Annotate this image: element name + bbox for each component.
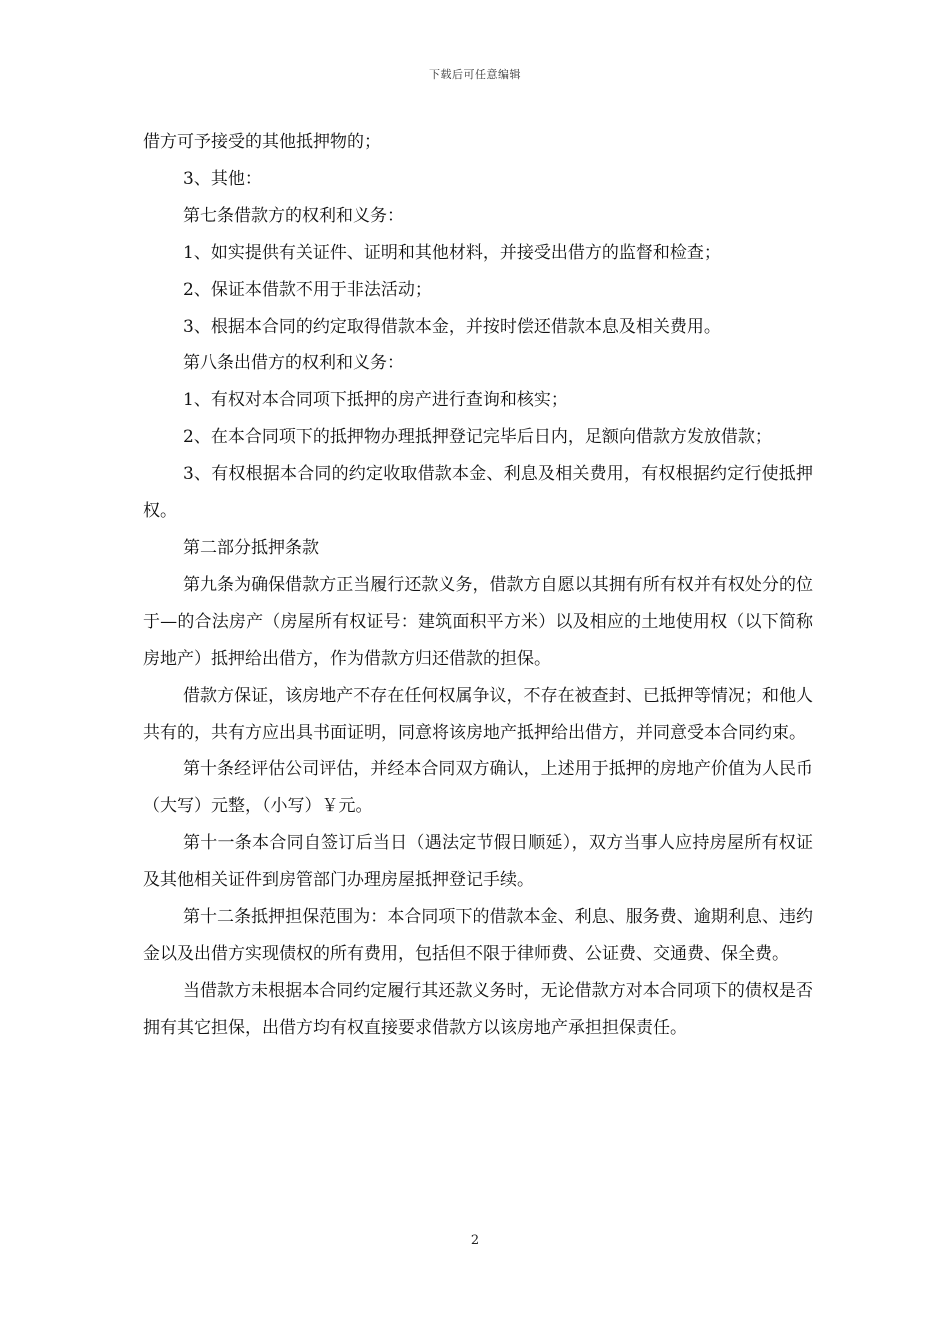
paragraph: 借款方保证，该房地产不存在任何权属争议，不存在被查封、已抵押等情况；和他人共有的，共有方应出具书面证明，同意将该房地产抵押给出借方，并同意受本合同约束。 — [143, 685, 813, 743]
paragraph: 1、如实提供有关证件、证明和其他材料，并接受出借方的监督和检查； — [183, 242, 721, 263]
paragraph: 当借款方未根据本合同约定履行其还款义务时，无论借款方对本合同项下的债权是否拥有其它担保，出借方均有权直接要求借款方以该房地产承担担保责任。 — [143, 980, 813, 1038]
document-body — [143, 124, 813, 1047]
page-number: 2 — [470, 1233, 480, 1248]
paragraph: 第八条出借方的权利和义务： — [183, 353, 404, 374]
paragraph: 1、有权对本合同项下抵押的房产进行查询和核实； — [183, 390, 568, 411]
paragraph: 3、有权根据本合同的约定收取借款本金、利息及相关费用，有权根据约定行使抵押权。 — [143, 464, 813, 522]
paragraph: 第九条为确保借款方正当履行还款义务，借款方自愿以其拥有所有权并有权处分的位于—的合法房产（房屋所有权证号：建筑面积平方米）以及相应的土地使用权（以下简称房地产）抵押给出借方，作为借款方归还借款的担保。 — [143, 574, 813, 669]
page-header-note: 下载后可任意编辑 — [429, 68, 521, 81]
paragraph: 第十条经评估公司评估，并经本合同双方确认，上述用于抵押的房地产价值为人民币（大写）元整，（小写）￥元。 — [143, 759, 813, 817]
paragraph: 第十一条本合同自签订后当日（遇法定节假日顺延），双方当事人应持房屋所有权证及其他相关证件到房管部门办理房屋抵押登记手续。 — [143, 833, 813, 891]
paragraph: 第二部分抵押条款 — [183, 537, 319, 558]
paragraph: 2、在本合同项下的抵押物办理抵押登记完毕后日内，足额向借款方发放借款； — [183, 427, 772, 448]
paragraph: 3、根据本合同的约定取得借款本金，并按时偿还借款本息及相关费用。 — [183, 316, 721, 337]
paragraph: 3、其他： — [183, 168, 262, 189]
paragraph: 第十二条抵押担保范围为：本合同项下的借款本金、利息、服务费、逾期利息、违约金以及出借方实现债权的所有费用，包括但不限于律师费、公证费、交通费、保全费。 — [143, 907, 813, 964]
paragraph: 借方可予接受的其他抵押物的； — [143, 132, 381, 152]
paragraph: 第七条借款方的权利和义务： — [183, 205, 404, 226]
paragraph: 2、保证本借款不用于非法活动； — [183, 279, 432, 300]
